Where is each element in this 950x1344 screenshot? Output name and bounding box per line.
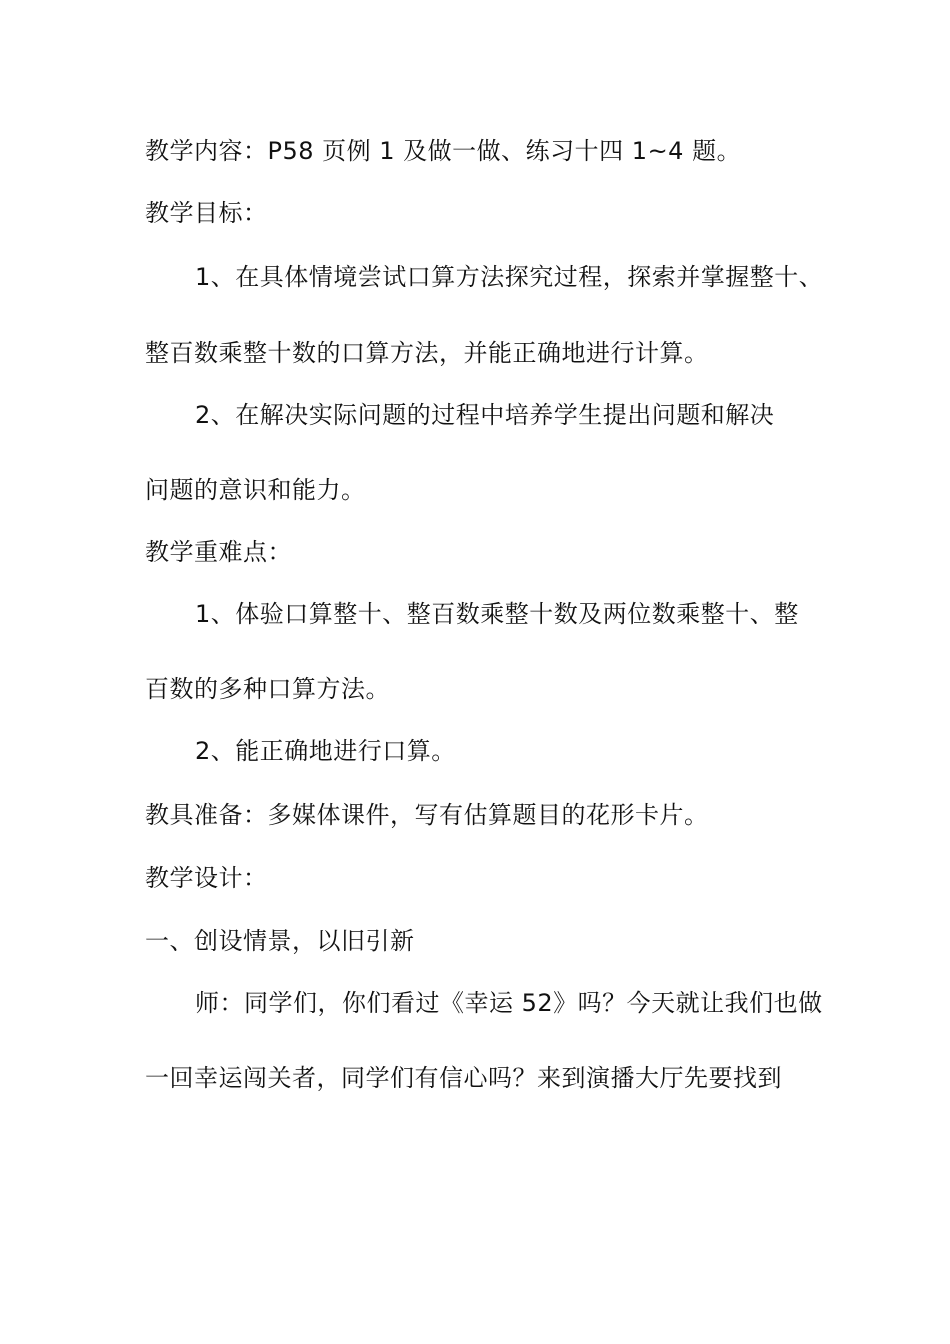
key-point-1-line-1: 1、体验口算整十、整百数乘整十数及两位数乘整十、整 — [195, 600, 799, 628]
goal-2-line-2: 问题的意识和能力。 — [145, 476, 366, 504]
teaching-design-heading: 教学设计： — [145, 864, 268, 892]
teacher-dialogue-line-1: 师：同学们，你们看过《幸运 52》吗？今天就让我们也做 — [195, 989, 823, 1017]
key-difficult-points-heading: 教学重难点： — [145, 538, 292, 566]
teaching-aids-line: 教具准备：多媒体课件，写有估算题目的花形卡片。 — [145, 801, 709, 829]
teaching-goals-heading: 教学目标： — [145, 199, 268, 227]
teacher-dialogue-line-2: 一回幸运闯关者，同学们有信心吗？来到演播大厅先要找到 — [145, 1064, 782, 1092]
key-point-2-line: 2、能正确地进行口算。 — [195, 737, 456, 765]
key-point-1-line-2: 百数的多种口算方法。 — [145, 675, 390, 703]
goal-2-line-1: 2、在解决实际问题的过程中培养学生提出问题和解决 — [195, 401, 775, 429]
section-1-heading: 一、创设情景，以旧引新 — [145, 927, 415, 955]
goal-1-line-2: 整百数乘整十数的口算方法，并能正确地进行计算。 — [145, 339, 709, 367]
teaching-content-line: 教学内容：P58 页例 1 及做一做、练习十四 1~4 题。 — [145, 137, 742, 165]
goal-1-line-1: 1、在具体情境尝试口算方法探究过程，探索并掌握整十、 — [195, 263, 824, 291]
